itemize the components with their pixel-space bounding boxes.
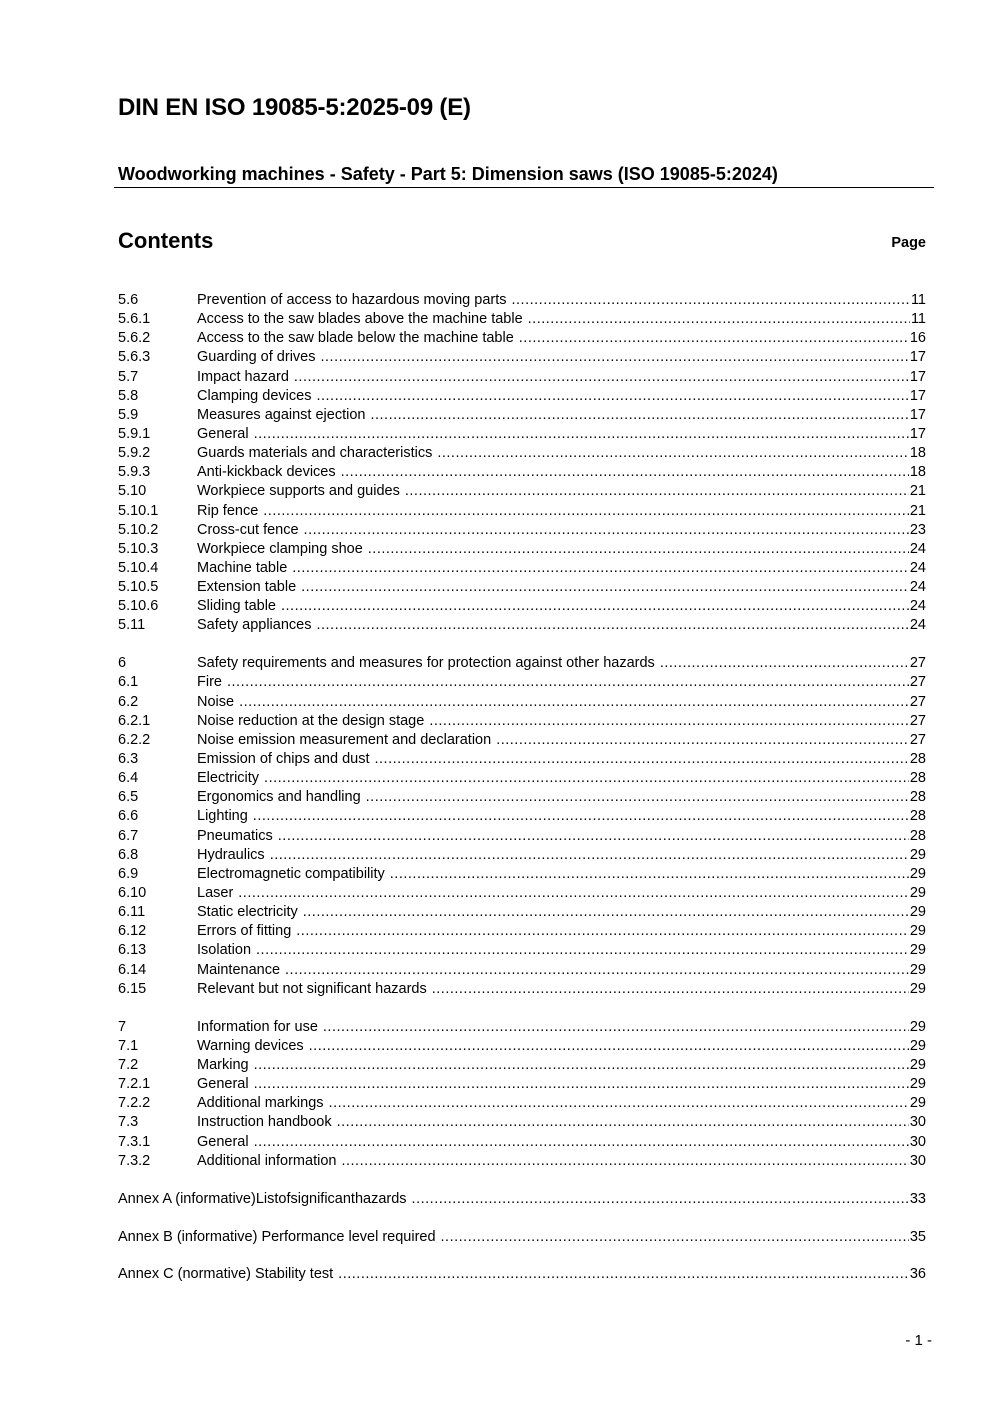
dot-leader	[309, 1038, 909, 1054]
toc-entry-number: 7.1	[118, 1037, 139, 1054]
toc-entry-number: 5.8	[118, 387, 139, 404]
toc-annex-entry[interactable]	[118, 1191, 926, 1210]
toc-entry[interactable]	[118, 503, 926, 522]
toc-entry-page: 27	[909, 674, 926, 691]
toc-entry-number: 5.10.1	[118, 502, 159, 519]
toc-entry[interactable]	[118, 866, 926, 885]
toc-annex-entry[interactable]	[118, 1229, 926, 1248]
toc-entry[interactable]	[118, 885, 926, 904]
dot-leader	[301, 579, 909, 595]
toc-entry-number: 5.6.3	[118, 349, 151, 366]
toc-entry-page: 29	[909, 885, 926, 902]
contents-heading: Contents	[118, 228, 214, 253]
toc-entry-title: Machine table	[197, 559, 288, 576]
toc-entry-page: 29	[909, 1095, 926, 1112]
toc-entry-title: Rip fence	[197, 502, 259, 519]
toc-entry-page: 24	[909, 559, 926, 576]
toc-entry-title: Cross-cut fence	[197, 521, 299, 538]
toc-entry[interactable]	[118, 981, 926, 1000]
toc-entry-page: 24	[909, 617, 926, 634]
toc-entry-title: Information for use	[197, 1018, 318, 1035]
toc-entry-page: 18	[909, 445, 926, 462]
toc-entry-number: 5.10.4	[118, 559, 159, 576]
dot-leader	[512, 292, 910, 308]
toc-entry-number: 7	[118, 1018, 127, 1035]
toc-entry-number: 7.2	[118, 1056, 139, 1073]
toc-annex-title: Annex A (informative)Listofsignificanthazards	[118, 1190, 407, 1207]
toc-entry-page: 24	[909, 598, 926, 615]
toc-entry-title: Safety requirements and measures for protection against other hazards	[197, 655, 655, 672]
toc-entry[interactable]	[118, 579, 926, 598]
toc-entry-page: 17	[909, 387, 926, 404]
dot-leader	[264, 770, 909, 786]
toc-entry[interactable]	[118, 522, 926, 541]
toc-entry-page: 30	[909, 1133, 926, 1150]
toc-entry-page: 29	[909, 904, 926, 921]
toc-entry-number: 5.9.1	[118, 425, 151, 442]
toc-entry-page: 29	[909, 942, 926, 959]
toc-entry[interactable]	[118, 789, 926, 808]
toc-entry-title: Extension table	[197, 579, 297, 596]
toc-entry[interactable]	[118, 1019, 926, 1038]
dot-leader	[254, 426, 909, 442]
toc-entry[interactable]	[118, 1057, 926, 1076]
toc-entry-title: Access to the saw blades above the machine table	[197, 311, 523, 328]
toc-entry-number: 7.2.1	[118, 1076, 151, 1093]
toc-entry-page: 24	[909, 579, 926, 596]
dot-leader	[337, 1114, 909, 1130]
toc-entry-title: Clamping devices	[197, 387, 312, 404]
toc-entry-number: 5.10.2	[118, 521, 159, 538]
toc-entry-title: Errors of fitting	[197, 923, 292, 940]
toc-entry-title: Impact hazard	[197, 368, 289, 385]
toc-entry-number: 6.2.1	[118, 712, 151, 729]
toc-entry-page: 21	[909, 502, 926, 519]
toc-entry-number: 6.1	[118, 674, 139, 691]
toc-entry[interactable]	[118, 1076, 926, 1095]
toc-entry-page: 29	[909, 865, 926, 882]
toc-entry[interactable]	[118, 1038, 926, 1057]
toc-entry[interactable]	[118, 847, 926, 866]
toc-entry-number: 6.5	[118, 789, 139, 806]
toc-entry[interactable]	[118, 1114, 926, 1133]
toc-entry-title: Relevant but not significant hazards	[197, 980, 427, 997]
toc-entry-page: 11	[910, 311, 926, 328]
toc-entry-title: Noise	[197, 693, 235, 710]
toc-entry-number: 6.10	[118, 885, 147, 902]
toc-entry-page: 11	[910, 292, 926, 308]
toc-entry[interactable]	[118, 311, 926, 330]
toc-entry[interactable]	[118, 923, 926, 942]
toc-entry-title: Guards materials and characteristics	[197, 445, 433, 462]
dot-leader	[270, 847, 909, 863]
dot-leader	[256, 942, 909, 958]
toc-entry[interactable]	[118, 369, 926, 388]
dot-leader	[320, 349, 908, 365]
toc-entry-title: Isolation	[197, 942, 252, 959]
toc-annex-title: Annex B (informative) Performance level required	[118, 1228, 436, 1245]
toc-entry-number: 5.6.1	[118, 311, 151, 328]
dot-leader	[281, 598, 909, 614]
dot-leader	[253, 808, 909, 824]
toc-entry[interactable]	[118, 541, 926, 560]
dot-leader	[254, 1076, 909, 1092]
dot-leader	[432, 981, 909, 997]
toc-entry-title: Lighting	[197, 808, 248, 825]
toc-entry-number: 6.14	[118, 961, 147, 978]
toc-entry-page: 29	[909, 923, 926, 940]
toc-entry-number: 5.10.6	[118, 598, 159, 615]
toc-entry-number: 5.7	[118, 368, 139, 385]
toc-entry-title: Ergonomics and handling	[197, 789, 361, 806]
toc-entry-page: 21	[909, 483, 926, 500]
dot-leader	[304, 522, 909, 538]
toc-entry[interactable]	[118, 388, 926, 407]
toc-entry-number: 6.2.2	[118, 731, 151, 748]
toc-entry-page: 27	[909, 655, 926, 672]
toc-entry[interactable]	[118, 617, 926, 636]
toc-entry[interactable]	[118, 330, 926, 349]
document-title: DIN EN ISO 19085-5:2025-09 (E)	[118, 94, 471, 121]
toc-annex-title: Annex C (normative) Stability test	[118, 1266, 334, 1283]
dot-leader	[285, 962, 909, 978]
toc-entry[interactable]	[118, 751, 926, 770]
toc-entry-title: Noise emission measurement and declaration	[197, 731, 492, 748]
toc-entry-title: Instruction handbook	[197, 1114, 332, 1131]
toc-entry-number: 5.9	[118, 406, 139, 423]
toc-entry[interactable]	[118, 445, 926, 464]
toc-entry-page: 28	[909, 827, 926, 844]
document-subtitle: Woodworking machines - Safety - Part 5: Dimension saws (ISO 19085-5:2024)	[118, 164, 778, 184]
toc-entry[interactable]	[118, 464, 926, 483]
toc-entry-title: Workpiece clamping shoe	[197, 540, 363, 557]
toc-entry-number: 6.13	[118, 942, 147, 959]
toc-entry-number: 5.6	[118, 292, 139, 308]
header-rule	[114, 187, 934, 188]
toc-entry-number: 6.3	[118, 751, 139, 768]
dot-leader	[323, 1019, 909, 1035]
toc-entry-page: 29	[909, 846, 926, 863]
toc-entry-page: 17	[909, 406, 926, 423]
toc-entry-title: Additional information	[197, 1152, 337, 1169]
toc-entry[interactable]	[118, 483, 926, 502]
toc-annex-page: 36	[909, 1266, 926, 1283]
page-column-heading: Page	[891, 235, 926, 251]
dot-leader	[519, 330, 909, 346]
toc-entry-page: 29	[909, 980, 926, 997]
toc-entry-number: 6.7	[118, 827, 139, 844]
dot-leader	[263, 503, 909, 519]
toc-entry[interactable]	[118, 674, 926, 693]
dot-leader	[437, 445, 909, 461]
toc-entry-page: 28	[909, 789, 926, 806]
toc-entry-page: 28	[909, 808, 926, 825]
toc-entry-number: 6.11	[118, 904, 146, 921]
toc-entry-title: Sliding table	[197, 598, 276, 615]
toc-entry[interactable]	[118, 1134, 926, 1153]
dot-leader	[294, 369, 909, 385]
toc-entry-number: 6.2	[118, 693, 139, 710]
toc-entry-title: Emission of chips and dust	[197, 751, 370, 768]
dot-leader	[316, 617, 908, 633]
toc-annex-page: 33	[909, 1190, 926, 1207]
dot-leader	[405, 483, 909, 499]
toc-entry-page: 27	[909, 693, 926, 710]
toc-entry-page: 17	[909, 425, 926, 442]
toc-entry[interactable]	[118, 426, 926, 445]
toc-entry-page: 29	[909, 1037, 926, 1054]
toc-entry-title: Laser	[197, 885, 234, 902]
toc-entry-number: 6.12	[118, 923, 147, 940]
toc-entry-title: Guarding of drives	[197, 349, 316, 366]
dot-leader	[239, 694, 909, 710]
toc-entry-page: 28	[909, 770, 926, 787]
dot-leader	[412, 1191, 909, 1207]
dot-leader	[441, 1229, 909, 1245]
toc-entry-number: 7.3.2	[118, 1152, 151, 1169]
toc-entry-number: 7.3.1	[118, 1133, 151, 1150]
dot-leader	[338, 1266, 909, 1282]
toc-entry[interactable]	[118, 904, 926, 923]
toc-entry-title: General	[197, 1133, 249, 1150]
toc-entry-title: Electricity	[197, 770, 260, 787]
toc-entry-page: 16	[909, 330, 926, 347]
toc-entry-number: 7.2.2	[118, 1095, 151, 1112]
toc-entry-page: 23	[909, 521, 926, 538]
toc-entry[interactable]	[118, 292, 926, 311]
toc-entry[interactable]	[118, 407, 926, 426]
toc-entry[interactable]	[118, 1153, 926, 1172]
toc-entry-title: Fire	[197, 674, 222, 691]
dot-leader	[370, 407, 908, 423]
toc-entry-title: Electromagnetic compatibility	[197, 865, 385, 882]
toc-entry-page: 28	[909, 751, 926, 768]
toc-entry[interactable]	[118, 828, 926, 847]
toc-entry-title: Pneumatics	[197, 827, 273, 844]
dot-leader	[296, 923, 909, 939]
toc-entry[interactable]	[118, 713, 926, 732]
dot-leader	[341, 1153, 908, 1169]
dot-leader	[528, 311, 910, 327]
toc-entry-number: 6.9	[118, 865, 139, 882]
dot-leader	[254, 1057, 909, 1073]
dot-leader	[341, 464, 909, 480]
toc-entry-title: Static electricity	[197, 904, 298, 921]
dot-leader	[316, 388, 908, 404]
toc-entry-title: Workpiece supports and guides	[197, 483, 400, 500]
toc-entry-number: 5.9.2	[118, 445, 151, 462]
toc-entry-title: Additional markings	[197, 1095, 324, 1112]
toc-entry-page: 17	[909, 349, 926, 366]
toc-entry-number: 5.6.2	[118, 330, 151, 347]
toc-entry-number: 5.11	[118, 617, 146, 634]
toc-entry-number: 6	[118, 655, 127, 672]
toc-entry[interactable]	[118, 962, 926, 981]
toc-entry[interactable]	[118, 942, 926, 961]
toc-entry[interactable]	[118, 1095, 926, 1114]
toc-entry[interactable]	[118, 732, 926, 751]
toc-entry-title: Hydraulics	[197, 846, 265, 863]
toc-entry-number: 6.4	[118, 770, 139, 787]
toc-entry-title: General	[197, 1076, 249, 1093]
toc-entry[interactable]	[118, 349, 926, 368]
toc-entry-title: Maintenance	[197, 961, 281, 978]
toc-entry-number: 5.10.5	[118, 579, 159, 596]
dot-leader	[227, 674, 909, 690]
toc-entry-page: 30	[909, 1152, 926, 1169]
toc-entry-page: 30	[909, 1114, 926, 1131]
toc-entry-page: 18	[909, 464, 926, 481]
toc-annex-page: 35	[909, 1228, 926, 1245]
toc-entry-title: Marking	[197, 1056, 249, 1073]
toc-entry-title: Anti-kickback devices	[197, 464, 336, 481]
dot-leader	[660, 655, 909, 671]
dot-leader	[390, 866, 909, 882]
dot-leader	[374, 751, 908, 767]
dot-leader	[278, 828, 909, 844]
toc-entry-title: Prevention of access to hazardous moving parts	[197, 292, 507, 308]
dot-leader	[429, 713, 909, 729]
toc-entry-page: 24	[909, 540, 926, 557]
toc-entry-number: 6.15	[118, 980, 147, 997]
toc-entry-title: Access to the saw blade below the machine table	[197, 330, 514, 347]
toc-entry-page: 27	[909, 731, 926, 748]
dot-leader	[366, 789, 909, 805]
toc-entry[interactable]	[118, 598, 926, 617]
toc-entry-page: 27	[909, 712, 926, 729]
table-of-contents	[118, 292, 926, 1286]
toc-entry-number: 6.6	[118, 808, 139, 825]
footer-page-number: - 1 -	[905, 1332, 932, 1349]
toc-entry-number: 5.9.3	[118, 464, 151, 481]
toc-entry-title: Noise reduction at the design stage	[197, 712, 425, 729]
toc-entry[interactable]	[118, 655, 926, 674]
toc-entry[interactable]	[118, 694, 926, 713]
toc-entry-title: Safety appliances	[197, 617, 312, 634]
toc-entry-title: Measures against ejection	[197, 406, 366, 423]
toc-entry-number: 5.10.3	[118, 540, 159, 557]
toc-entry-number: 7.3	[118, 1114, 139, 1131]
toc-entry-page: 29	[909, 1018, 926, 1035]
toc-entry-number: 5.10	[118, 483, 147, 500]
toc-entry-title: Warning devices	[197, 1037, 304, 1054]
toc-entry-page: 29	[909, 1056, 926, 1073]
dot-leader	[292, 560, 909, 576]
toc-entry-page: 29	[909, 961, 926, 978]
dot-leader	[303, 904, 909, 920]
dot-leader	[329, 1095, 909, 1111]
dot-leader	[368, 541, 909, 557]
toc-entry-page: 29	[909, 1076, 926, 1093]
dot-leader	[238, 885, 909, 901]
toc-entry-title: General	[197, 425, 249, 442]
dot-leader	[496, 732, 909, 748]
toc-annex-entry[interactable]	[118, 1266, 926, 1285]
toc-entry[interactable]	[118, 770, 926, 789]
dot-leader	[254, 1134, 909, 1150]
toc-entry[interactable]	[118, 808, 926, 827]
toc-entry-number: 6.8	[118, 846, 139, 863]
toc-entry-page: 17	[909, 368, 926, 385]
toc-entry[interactable]	[118, 560, 926, 579]
